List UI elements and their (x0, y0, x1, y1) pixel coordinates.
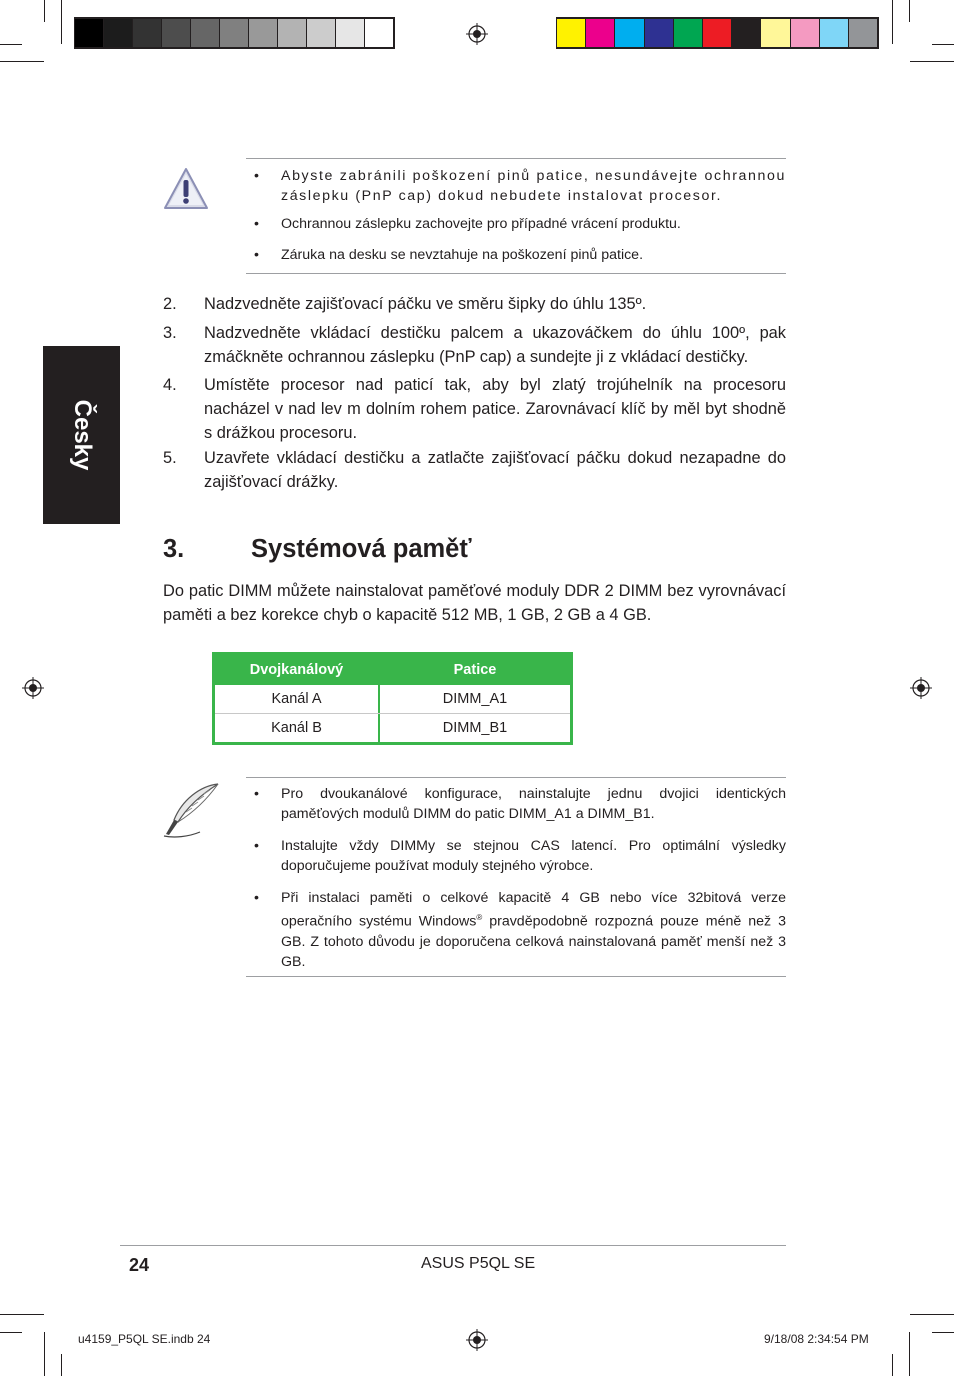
section-number: 3. (163, 535, 185, 563)
registration-mark-icon (466, 23, 488, 45)
color-swatch (761, 18, 790, 48)
caution-item: • Ochrannou záslepku zachovejte pro případné vrácení produktu. (254, 216, 681, 232)
color-swatch (732, 18, 761, 48)
page-number: 24 (129, 1255, 150, 1275)
color-swatch (557, 18, 586, 48)
registration-mark-icon (466, 1329, 488, 1351)
note-item: • Instalujte vždy DIMMy se stejnou CAS latencí. Pro optimální výsledky doporučujeme používat moduly stejného výrobce. (254, 838, 786, 874)
warning-triangle-icon (162, 166, 210, 212)
slug-file-name: u4159_P5QL SE.indb 24 (78, 1332, 211, 1346)
color-swatch (220, 18, 249, 48)
language-label: Česky (68, 399, 96, 471)
color-swatch (307, 18, 336, 48)
note-item: • Pro dvoukanálové konfigurace, nainstalujte jednu dvojici identických paměťových modulů DIMM do patic DIMM_A1 a DIMM_B1. (254, 786, 786, 822)
table-header-cell: Dvojkanálový (249, 662, 344, 678)
color-swatch (278, 18, 307, 48)
table-header-cell: Patice (453, 662, 497, 678)
instruction-step: 2. Nadzvedněte zajišťovací páčku ve směru šipky do úhlu 135º. (163, 295, 647, 313)
caution-top-rule (246, 158, 786, 159)
footer-rule (120, 1245, 786, 1246)
color-swatch (586, 18, 615, 48)
note-item: • Při instalaci paměti o celkové kapacitě 4 GB nebo více 32bitová verze operačního systému Windows® pravděpodobně rozpozná pouze méně než 3 GB. Z tohoto důvodu je doporučena celková nainstalovaná paměť menší než 3 GB. (254, 890, 786, 970)
memory-channel-table (212, 652, 573, 745)
color-swatch (645, 18, 674, 48)
color-swatch (75, 18, 104, 48)
slug-timestamp: 9/18/08 2:34:54 PM (764, 1332, 869, 1346)
table-cell: Kanál B (271, 720, 322, 736)
note-bottom-rule (246, 976, 786, 977)
color-swatch (104, 18, 133, 48)
color-swatch (791, 18, 820, 48)
color-swatch (703, 18, 732, 48)
caution-item: • Abyste zabránili poškození pinů patice, nesundávejte ochrannou záslepku (PnP cap) dokud nebudete instalovat procesor. (254, 168, 786, 204)
table-cell: DIMM_A1 (442, 691, 508, 707)
section-title: Systémová paměť (251, 535, 472, 563)
color-swatch (365, 18, 394, 48)
color-swatch (615, 18, 644, 48)
color-swatch (674, 18, 703, 48)
color-swatch (191, 18, 220, 48)
instruction-step: 3. Nadzvedněte vkládací destičku palcem a ukazováčkem do úhlu 100º, pak zmáčkněte ochrannou záslepku (PnP cap) a sundejte ji z vkládací destičky. (163, 324, 786, 366)
registration-mark-icon (22, 677, 44, 699)
table-cell: DIMM_B1 (442, 720, 508, 736)
table-cell: Kanál A (271, 691, 322, 707)
color-swatch (336, 18, 365, 48)
instruction-step: 4. Umístěte procesor nad paticí tak, aby byl zlatý trojúhelník na procesoru nacházel v nad lev m dolním rohem patice. Zarovnávací klíč by měl byt shodně s drážkou procesoru. (163, 376, 786, 442)
product-name: ASUS P5QL SE (421, 1255, 536, 1272)
caution-bottom-rule (246, 273, 786, 274)
caution-item: • Záruka na desku se nevztahuje na poškození pinů patice. (254, 247, 644, 263)
color-swatch (133, 18, 162, 48)
note-top-rule (246, 777, 786, 778)
color-swatch (249, 18, 278, 48)
instruction-step: 5. Uzavřete vkládací destičku a zatlačte zajišťovací páčku dokud nezapadne do zajišťovací drážky. (163, 449, 786, 491)
color-swatch (849, 18, 878, 48)
language-side-tab (43, 346, 120, 524)
row-divider (215, 713, 570, 714)
intro-paragraph: Do patic DIMM můžete nainstalovat paměťové moduly DDR 2 DIMM bez vyrovnávací paměti a bez korekce chyb o kapacitě 512 MB, 1 GB, 2 GB a 4 GB. (163, 582, 786, 624)
feather-pen-icon (160, 780, 226, 840)
color-swatch (820, 18, 849, 48)
color-swatch (162, 18, 191, 48)
registration-mark-icon (910, 677, 932, 699)
